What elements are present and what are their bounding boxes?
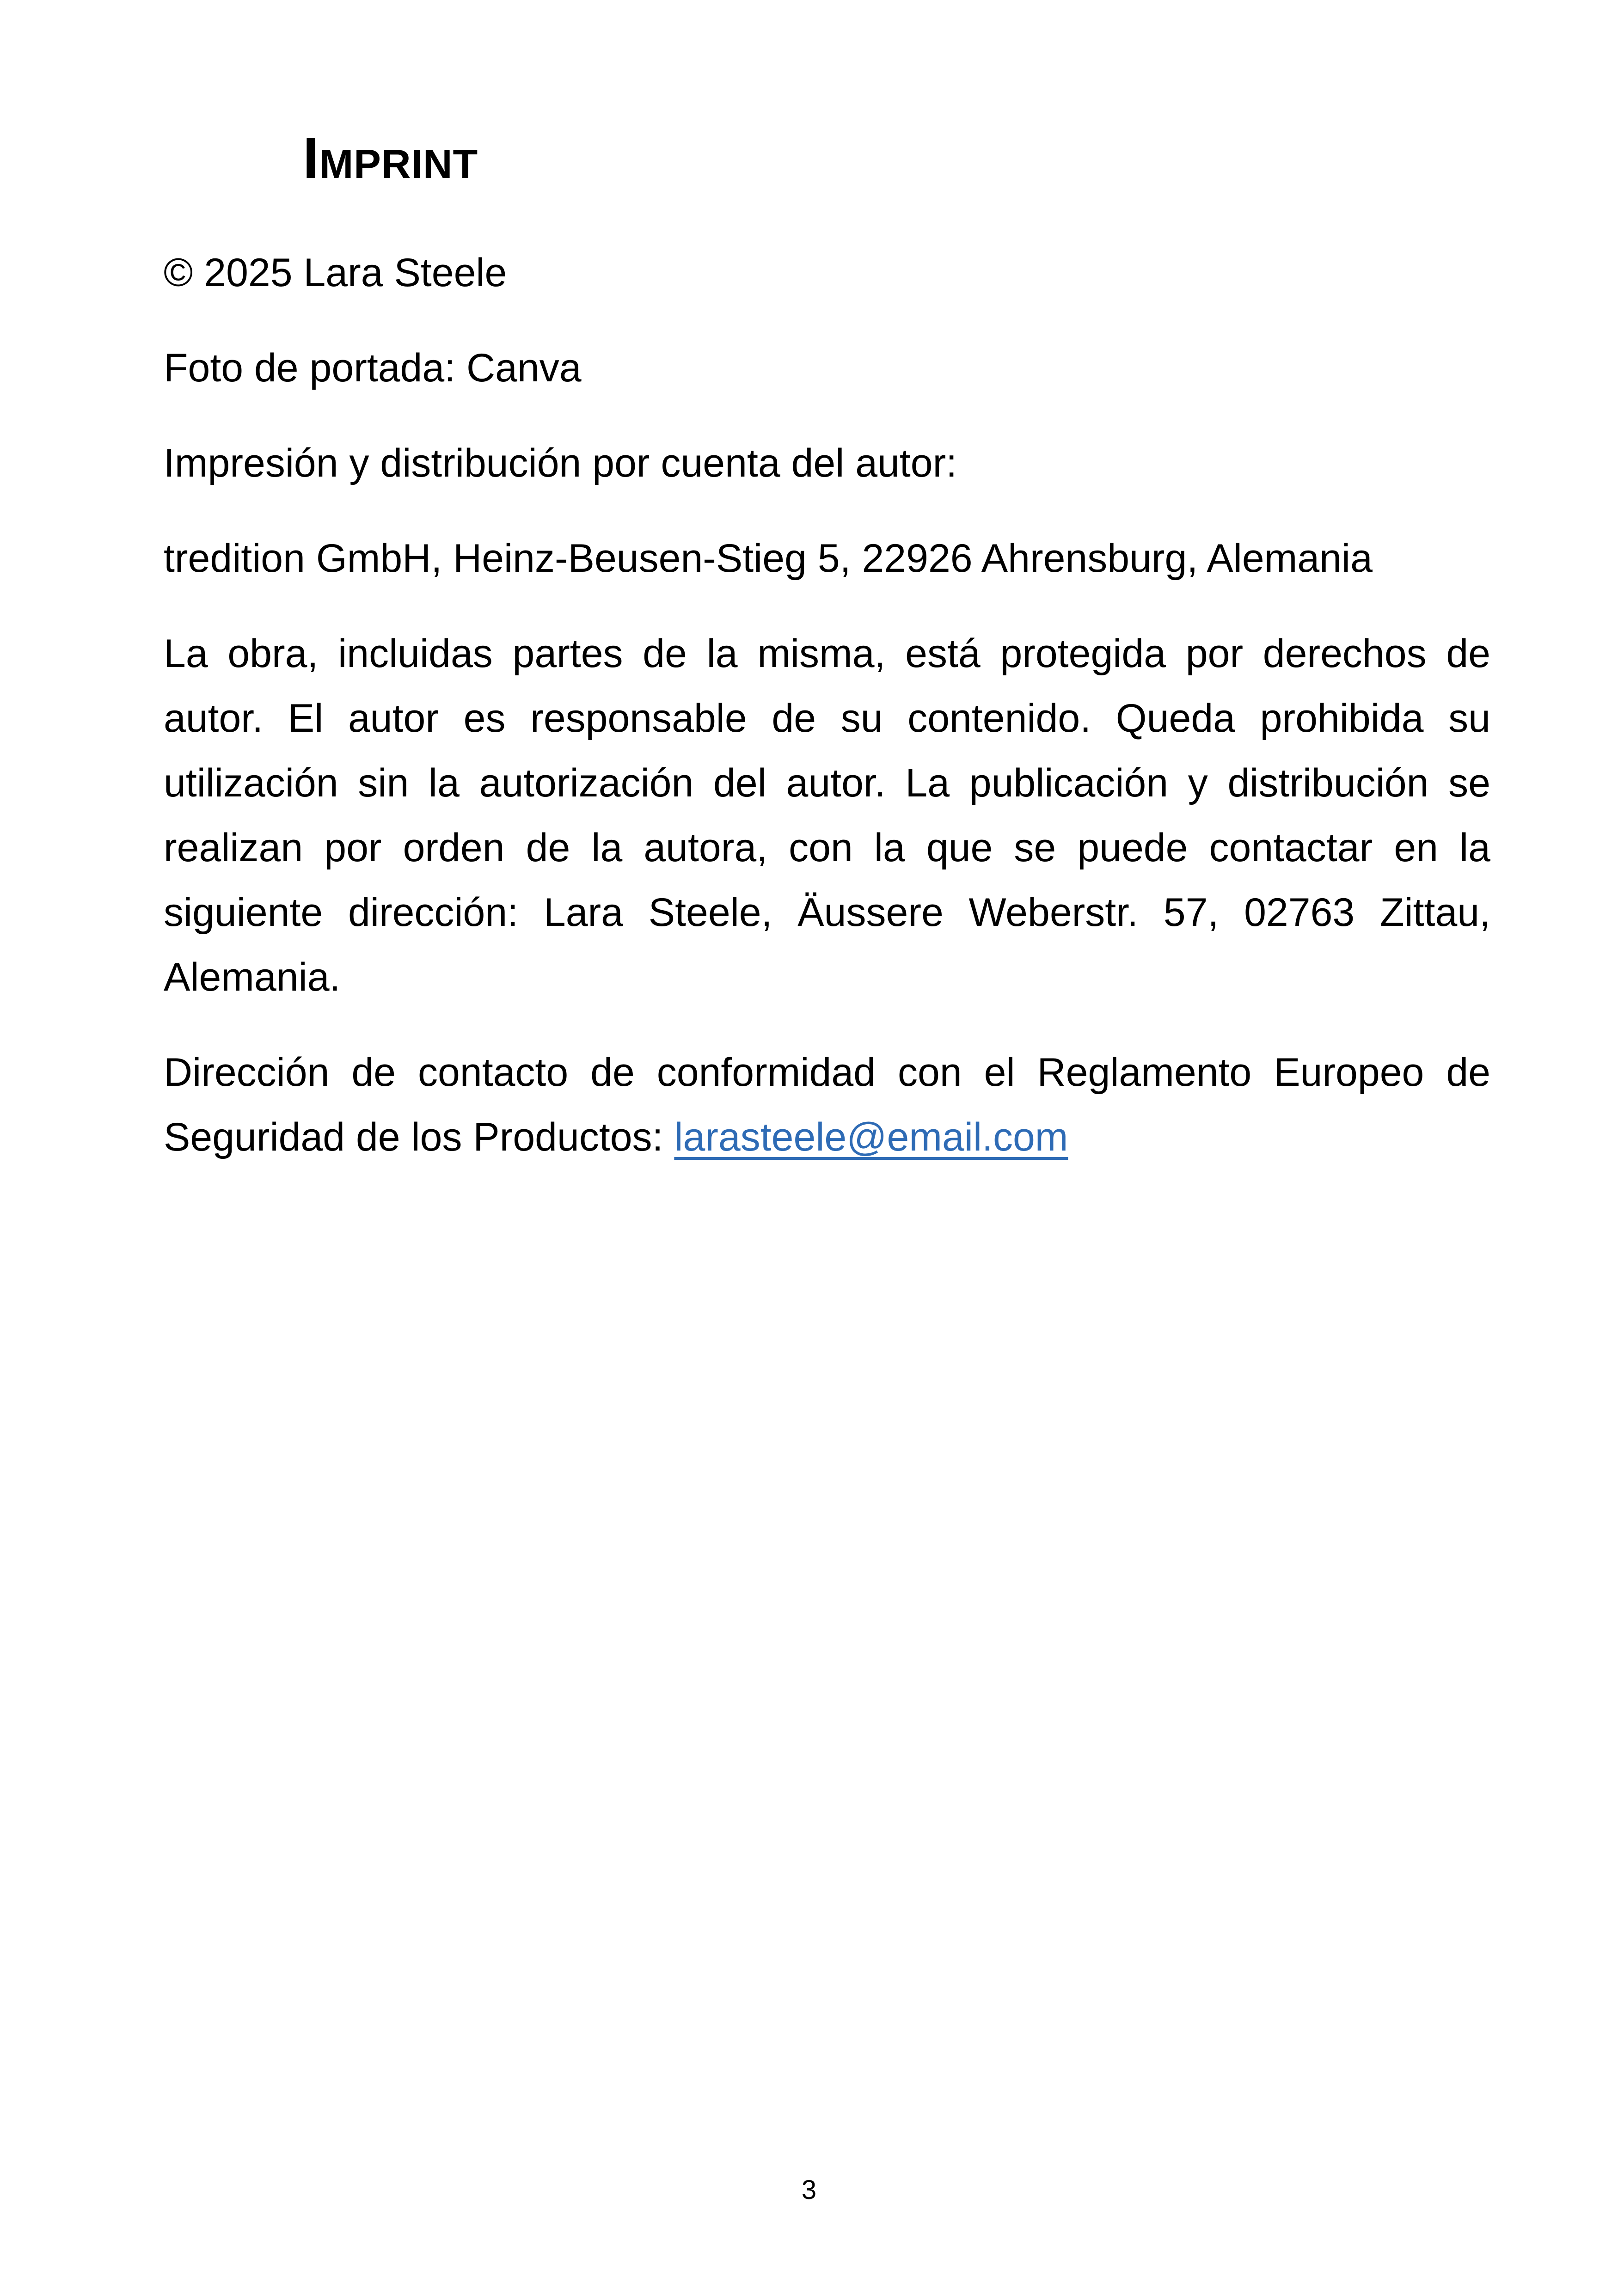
- page-title: Imprint: [303, 125, 478, 190]
- contact-paragraph: [164, 1040, 1490, 1169]
- publisher-address: tredition GmbH, Heinz-Beusen-Stieg 5, 22926 Ahrensburg, Alemania: [164, 536, 1373, 581]
- cover-photo-credit: Foto de portada: Canva: [164, 346, 582, 390]
- page-number: 3: [801, 2175, 817, 2205]
- copyright-notice-paragraph: La obra, incluidas partes de la misma, está protegida por derechos de autor. El autor es responsable de su contenido. Queda prohibida su utilización sin la autorización del autor. La publicación y distribución se realizan por orden de la autora, con la que se puede contactar en la siguiente dirección: Lara Steele, Äussere Weberstr. 57, 02763 Zittau, Alemania.: [164, 631, 1490, 999]
- imprint-content: [164, 240, 1490, 1200]
- printing-distribution-label: Impresión y distribución por cuenta del autor:: [164, 441, 957, 485]
- contact-email-link[interactable]: larasteele@email.com: [674, 1115, 1068, 1159]
- contact-text: Dirección de contacto de conformidad con el Reglamento Europeo de Seguridad de los Productos:: [164, 1050, 1490, 1159]
- copyright-line: © 2025 Lara Steele: [164, 251, 507, 295]
